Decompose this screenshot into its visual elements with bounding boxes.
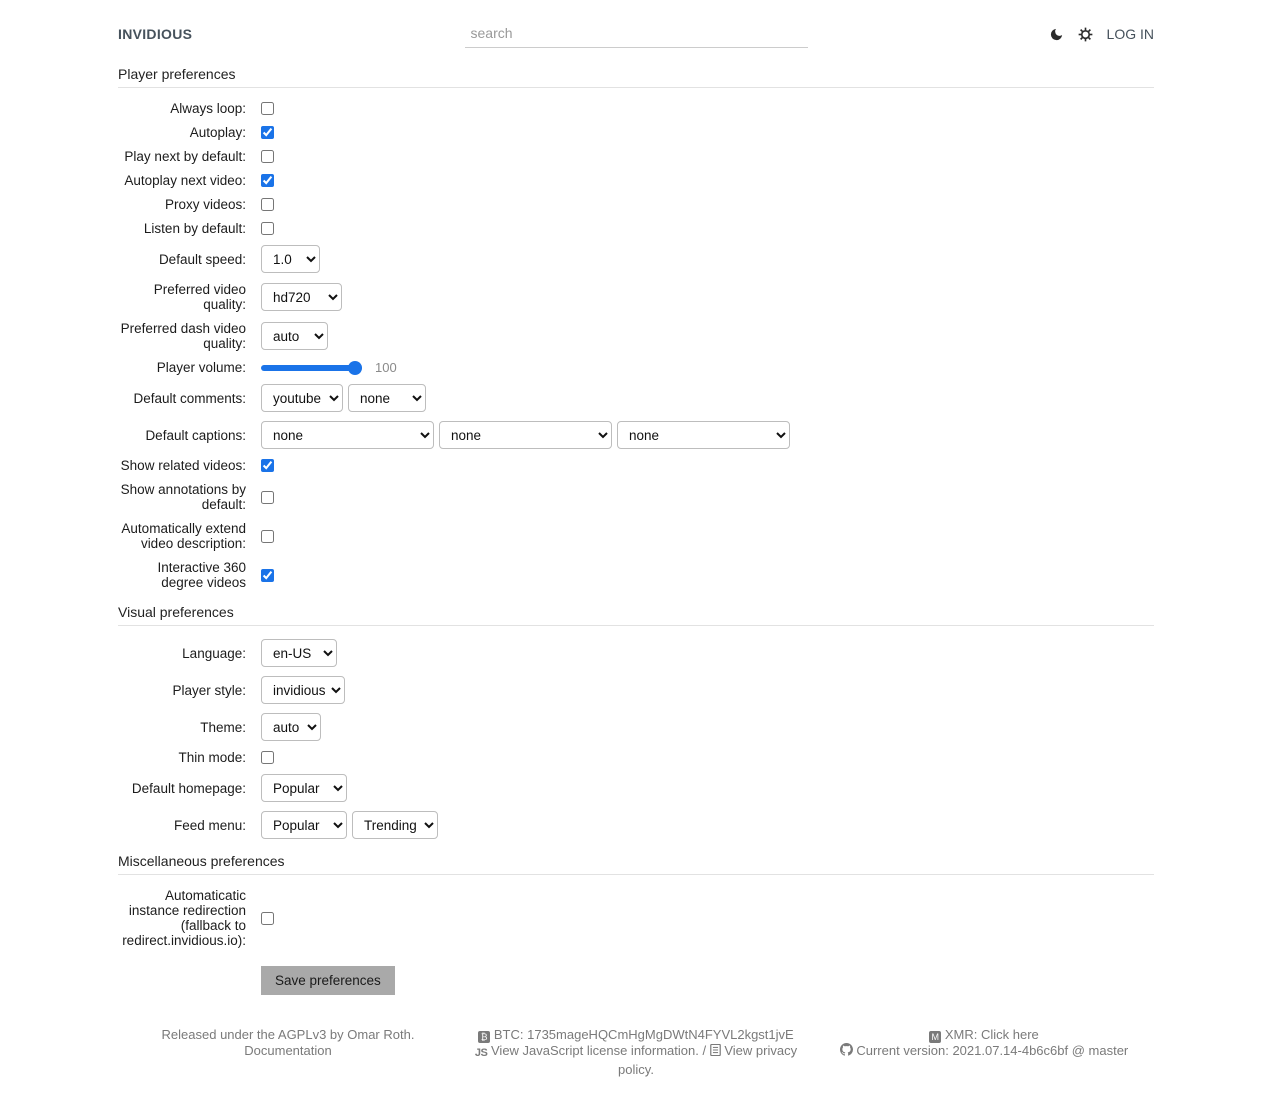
xmr-link[interactable]: Click here bbox=[980, 1027, 1039, 1042]
xmr-label: XMR: bbox=[944, 1027, 978, 1042]
homepage-select[interactable] bbox=[261, 774, 347, 802]
privacy-policy-link[interactable]: View privacy policy. bbox=[618, 1043, 798, 1077]
default-captions-select-1[interactable] bbox=[261, 421, 434, 449]
annotations-row bbox=[118, 482, 1154, 512]
footer-license-text: Released under the AGPLv3 by Omar Roth. bbox=[161, 1027, 415, 1042]
section-divider bbox=[118, 625, 1154, 626]
thin-mode-label: Thin mode: bbox=[178, 750, 246, 765]
play-next-label: Play next by default: bbox=[124, 149, 246, 164]
footer-middle-column bbox=[466, 1027, 806, 1077]
monero-icon: M bbox=[929, 1031, 941, 1043]
top-navbar bbox=[118, 0, 1154, 52]
dash-quality-label: Preferred dash video quality: bbox=[120, 321, 246, 351]
player-volume-label: Player volume: bbox=[156, 360, 246, 375]
default-captions-select-2[interactable] bbox=[439, 421, 612, 449]
autoplay-checkbox[interactable] bbox=[261, 126, 274, 139]
default-comments-select-1[interactable] bbox=[261, 384, 343, 412]
auto-redirect-label: Automaticatic instance redirection (fallback to redirect.invidious.io): bbox=[122, 888, 246, 948]
autoplay-label: Autoplay: bbox=[189, 125, 246, 140]
player-volume-value: 100 bbox=[375, 360, 397, 375]
default-comments-select-2[interactable] bbox=[348, 384, 426, 412]
dash-quality-select[interactable] bbox=[261, 322, 328, 350]
related-videos-checkbox[interactable] bbox=[261, 459, 274, 472]
footer-left-column bbox=[118, 1027, 458, 1077]
default-comments-label: Default comments: bbox=[133, 390, 246, 406]
proxy-videos-label: Proxy videos: bbox=[164, 197, 246, 212]
theme-row bbox=[118, 713, 1154, 741]
btc-address-link[interactable]: BTC: 1735mageHQCmHgMgDWtN4FYVL2kgst1jvE bbox=[493, 1027, 794, 1042]
visual-preferences-title: Visual preferences bbox=[118, 604, 234, 620]
footer-right-column bbox=[814, 1027, 1154, 1077]
language-row bbox=[118, 639, 1154, 667]
javascript-icon: JS bbox=[474, 1047, 488, 1059]
default-captions-row bbox=[118, 421, 1154, 449]
homepage-row bbox=[118, 774, 1154, 802]
github-icon bbox=[840, 1043, 853, 1060]
extend-description-label: Automatically extend video description: bbox=[121, 521, 246, 551]
moon-icon[interactable] bbox=[1049, 27, 1064, 42]
feed-menu-select-2[interactable] bbox=[352, 811, 438, 839]
page-container bbox=[118, 0, 1154, 1095]
related-videos-label: Show related videos: bbox=[120, 458, 246, 473]
bitcoin-icon: ₿ bbox=[478, 1031, 490, 1043]
default-captions-select-3[interactable] bbox=[617, 421, 790, 449]
proxy-videos-row bbox=[118, 197, 1154, 212]
save-preferences-button[interactable]: Save preferences bbox=[261, 966, 395, 995]
annotations-label: Show annotations by default: bbox=[120, 482, 246, 512]
thin-mode-row bbox=[118, 750, 1154, 765]
listen-default-checkbox[interactable] bbox=[261, 222, 274, 235]
vr360-row bbox=[118, 560, 1154, 590]
documentation-link[interactable]: Documentation bbox=[244, 1042, 332, 1058]
thin-mode-checkbox[interactable] bbox=[261, 751, 274, 764]
player-volume-slider[interactable] bbox=[261, 361, 362, 375]
default-speed-row bbox=[118, 245, 1154, 273]
search-input[interactable] bbox=[465, 21, 808, 48]
version-link[interactable]: Current version: 2021.07.14-4b6c6bf @ master bbox=[856, 1043, 1129, 1058]
auto-redirect-checkbox[interactable] bbox=[261, 912, 274, 925]
listen-default-label: Listen by default: bbox=[143, 221, 246, 236]
vr360-label: Interactive 360 degree videos bbox=[157, 560, 246, 590]
proxy-videos-checkbox[interactable] bbox=[261, 198, 274, 211]
homepage-label: Default homepage: bbox=[131, 780, 246, 796]
js-license-link[interactable]: View JavaScript license information. bbox=[491, 1043, 699, 1058]
player-preferences-title: Player preferences bbox=[118, 66, 236, 82]
default-comments-row bbox=[118, 384, 1154, 412]
section-divider bbox=[118, 87, 1154, 88]
theme-label: Theme: bbox=[200, 719, 246, 735]
extend-description-row bbox=[118, 521, 1154, 551]
player-style-select[interactable] bbox=[261, 676, 345, 704]
autoplay-next-checkbox[interactable] bbox=[261, 174, 274, 187]
save-row bbox=[118, 966, 1154, 995]
footer bbox=[118, 1021, 1154, 1095]
search-area bbox=[377, 21, 895, 48]
related-videos-row bbox=[118, 458, 1154, 473]
default-captions-label: Default captions: bbox=[145, 427, 246, 443]
video-quality-row bbox=[118, 282, 1154, 312]
play-next-checkbox[interactable] bbox=[261, 150, 274, 163]
autoplay-row bbox=[118, 125, 1154, 140]
player-style-row bbox=[118, 676, 1154, 704]
misc-preferences-title: Miscellaneous preferences bbox=[118, 853, 285, 869]
dash-quality-row bbox=[118, 321, 1154, 351]
video-quality-select[interactable] bbox=[261, 283, 342, 311]
document-icon bbox=[710, 1044, 721, 1060]
autoplay-next-label: Autoplay next video: bbox=[124, 173, 246, 188]
login-link[interactable]: LOG IN bbox=[1106, 26, 1154, 42]
feed-menu-row bbox=[118, 811, 1154, 839]
always-loop-label: Always loop: bbox=[170, 101, 246, 116]
feed-menu-select-1[interactable] bbox=[261, 811, 347, 839]
player-volume-row bbox=[118, 360, 1154, 375]
extend-description-checkbox[interactable] bbox=[261, 530, 274, 543]
auto-redirect-row bbox=[118, 888, 1154, 948]
feed-menu-label: Feed menu: bbox=[173, 817, 246, 833]
annotations-checkbox[interactable] bbox=[261, 491, 274, 504]
vr360-checkbox[interactable] bbox=[261, 569, 274, 582]
top-right-actions bbox=[895, 26, 1154, 42]
autoplay-next-row bbox=[118, 173, 1154, 188]
always-loop-checkbox[interactable] bbox=[261, 102, 274, 115]
video-quality-label: Preferred video quality: bbox=[153, 282, 246, 312]
language-select[interactable] bbox=[261, 639, 337, 667]
invidious-logo[interactable]: INVIDIOUS bbox=[118, 26, 193, 42]
language-label: Language: bbox=[182, 645, 246, 661]
always-loop-row bbox=[118, 101, 1154, 116]
listen-default-row bbox=[118, 221, 1154, 236]
player-style-label: Player style: bbox=[172, 682, 246, 698]
gear-icon[interactable] bbox=[1078, 27, 1093, 42]
theme-select[interactable] bbox=[261, 713, 321, 741]
default-speed-select[interactable] bbox=[261, 245, 320, 273]
footer-separator: / bbox=[702, 1043, 707, 1058]
section-divider bbox=[118, 874, 1154, 875]
default-speed-label: Default speed: bbox=[158, 251, 246, 267]
play-next-row bbox=[118, 149, 1154, 164]
